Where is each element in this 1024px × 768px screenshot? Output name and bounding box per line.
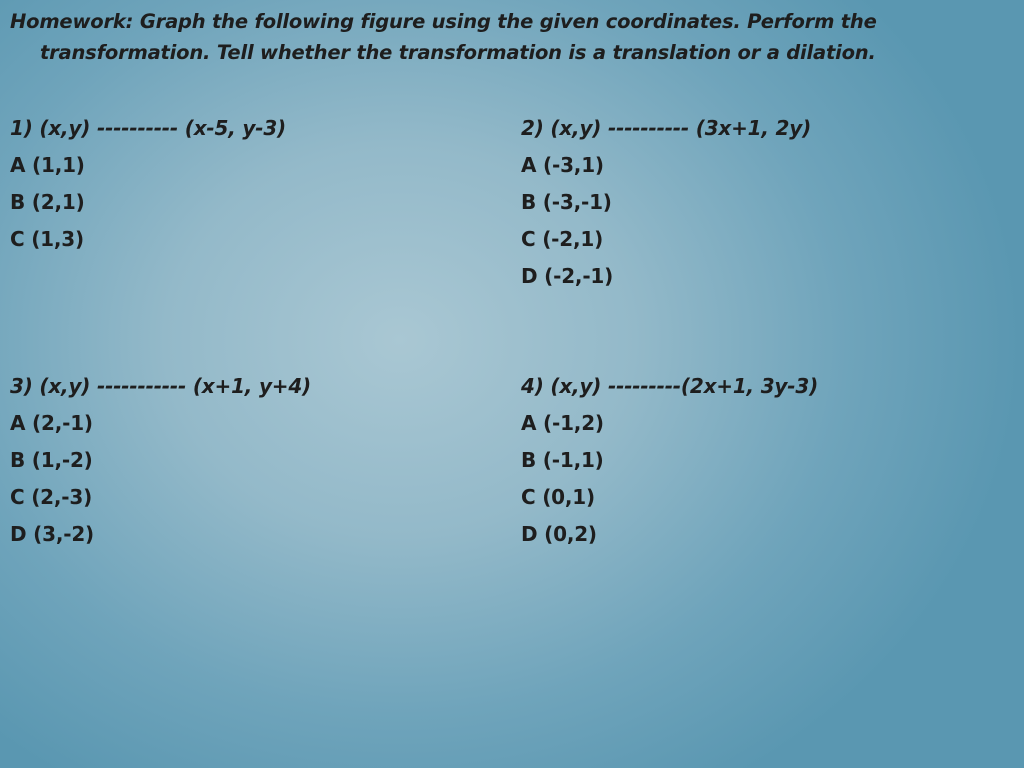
problem-1 bbox=[10, 110, 450, 258]
problem-3 bbox=[10, 368, 450, 553]
problem-4-point-b: B (-1,1) bbox=[521, 448, 604, 472]
problem-4-point-c: C (0,1) bbox=[521, 485, 595, 509]
problem-2-point-a: A (-3,1) bbox=[521, 153, 604, 177]
problem-1-point-c: C (1,3) bbox=[10, 227, 84, 251]
problem-2 bbox=[521, 110, 961, 295]
problem-1-point-b: B (2,1) bbox=[10, 190, 85, 214]
problem-4 bbox=[521, 368, 961, 553]
problem-2-point-d: D (-2,-1) bbox=[521, 264, 614, 288]
problem-2-point-b: B (-3,-1) bbox=[521, 190, 612, 214]
problem-2-point-c: C (-2,1) bbox=[521, 227, 604, 251]
problem-4-rule: 4) (x,y) ---------(2x+1, 3y-3) bbox=[521, 374, 819, 398]
problem-1-point-a: A (1,1) bbox=[10, 153, 85, 177]
problem-3-point-a: A (2,-1) bbox=[10, 411, 93, 435]
problem-3-point-c: C (2,-3) bbox=[10, 485, 93, 509]
problem-3-rule: 3) (x,y) ----------- (x+1, y+4) bbox=[10, 374, 311, 398]
problem-1-rule: 1) (x,y) ---------- (x-5, y-3) bbox=[10, 116, 286, 140]
problem-4-point-d: D (0,2) bbox=[521, 522, 597, 546]
instructions-line-2: transformation. Tell whether the transformation is a translation or a dilation. bbox=[40, 41, 876, 64]
homework-instructions bbox=[10, 6, 1000, 68]
problem-4-point-a: A (-1,2) bbox=[521, 411, 604, 435]
problem-2-rule: 2) (x,y) ---------- (3x+1, 2y) bbox=[521, 116, 812, 140]
instructions-line-1: Homework: Graph the following figure using the given coordinates. Perform the bbox=[10, 10, 877, 33]
problem-3-point-b: B (1,-2) bbox=[10, 448, 93, 472]
problem-3-point-d: D (3,-2) bbox=[10, 522, 94, 546]
